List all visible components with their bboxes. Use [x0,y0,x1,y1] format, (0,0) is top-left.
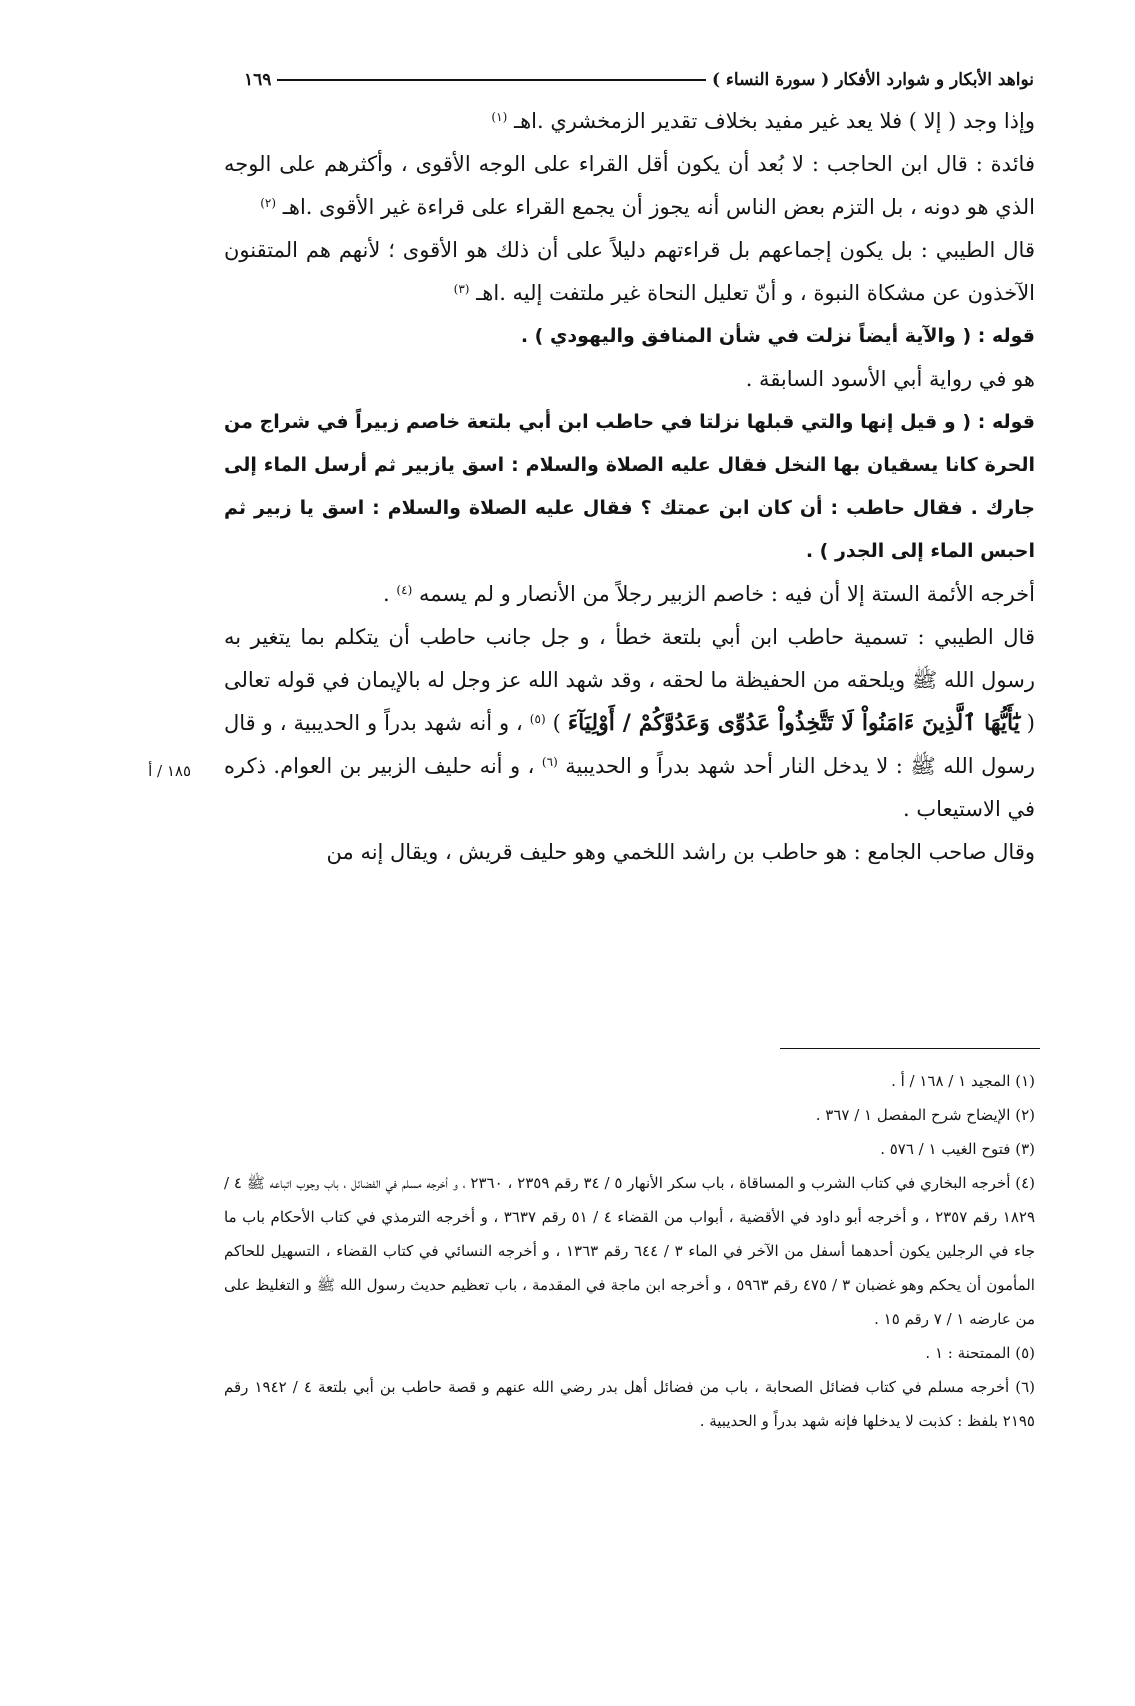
quoted-heading-1: قوله : ( والآية أيضاً نزلت في شأن المنافق واليهودي ) . [520,325,1035,347]
paragraph-8-text-c: ، و أنه شهد بدراً و الحديبية ، و قال رسول الله ﷺ : لا يدخل النار أحد شهد بدراً و الحديبية [224,711,1035,778]
footnote-ref-2: (٢) [260,196,277,210]
paragraph-2-text: فائدة : قال ابن الحاجب : لا بُعد أن يكون أقل القراء على الوجه الأقوى ، وأكثرهم على الوجه الذي هو دونه ، بل التزم بعض الناس أنه يجوز أن يجمع القراء على قراءة غير الأقوى .اهـ [224,152,1035,219]
paragraph-3 [224,229,1035,315]
quoted-heading-2: قوله : ( و قيل إنها والتي قبلها نزلتا في حاطب ابن أبي بلتعة خاصم زبيراً في شراج من الحرة كانا يسقيان بها النخل فقال عليه الصلاة والسلام : اسق يازبير ثم أرسل الماء إلى جارك . فقال حاطب : أن كان ابن عمتك ؟ فقال عليه الصلاة والسلام : اسق يا زبير ثم احبس الماء إلى الجدر ) . [224,411,1035,562]
footnote-1: (١) المجيد ١ / ١٦٨ / أ . [891,1072,1035,1090]
footnote-ref-4: (٤) [396,583,413,597]
footnote-4: (٤) أخرجه البخاري في كتاب الشرب و المساقاة ، باب سكر الأنهار ٥ / ٣٤ رقم ٢٣٥٩ ، ٢٣٦٠ ، و أخرجه مسلم في الفضائل ، باب وجوب اتباعه ﷺ ٤ / ١٨٢٩ رقم ٢٣٥٧ ، و أخرجه أبو داود في الأقضية ، أبواب من القضاء ٤ / ٥١ رقم ٣٦٣٧ ، و أخرجه الترمذي في كتاب الأحكام باب ما جاء في الرجلين يكون أحدهما أسفل من الآخر في الماء ٣ / ٦٤٤ رقم ١٣٦٣ ، و أخرجه النسائي في كتاب القضاء ، التسهيل للحاكم المأمون أن يحكم وهو غضبان ٣ / ٤٧٥ رقم ٥٩٦٣ ، و أخرجه ابن ماجة في المقدمة ، باب تعظيم حديث رسول الله ﷺ و التغليظ على من عارضه ١ / ٧ رقم ١٥ . [224,1174,1036,1328]
manuscript-folio-note: ١٨٥ / أ [148,762,191,780]
paragraph-8-text-a: قال الطيبي : تسمية حاطب ابن أبي بلتعة خطأ ، و جل جانب حاطب أن يتكلم بما يتغير به رسول الله ﷺ ويلحقه من الحفيظة ما لحقه ، وقد شهد الله عز وجل له بالإيمان في قوله تعالى ( [224,625,1035,735]
paragraph-5: هو في رواية أبي الأسود السابقة . [745,367,1035,391]
footnote-6: (٦) أخرجه مسلم في كتاب فضائل الصحابة ، باب من فضائل أهل بدر رضي الله عنهم و قصة حاطب بن أبي بلتعة ٤ / ١٩٤٢ رقم ٢١٩٥ بلفظ : كذبت لا يدخلها فإنه شهد بدراً و الحديبية . [224,1378,1036,1430]
paragraph-7-text: أخرجه الأئمة الستة إلا أن فيه : خاصم الزبير رجلاً من الأنصار و لم يسمه [418,582,1035,606]
running-header [244,66,1034,94]
page-number: ١٦٩ [244,70,272,90]
main-text [224,100,1035,874]
paragraph-8 [224,616,1035,831]
header-rule [277,79,706,81]
footnote-ref-1: (١) [491,110,508,124]
footnote-ref-3: (٣) [453,282,470,296]
paragraph-9: وقال صاحب الجامع : هو حاطب بن راشد اللخمي وهو حليف قريش ، ويقال إنه من [326,840,1035,864]
footnote-ref-6: (٦) [541,755,558,769]
paragraph-8-text-b: ) [552,711,561,735]
paragraph-7-end: . [383,582,390,606]
footnote-2: (٢) الإيضاح شرح المفصل ١ / ٣٦٧ . [815,1106,1035,1124]
paragraph-3-text: قال الطيبي : بل يكون إجماعهم بل قراءتهم دليلاً على أن ذلك هو الأقوى ؛ لأنهم هم المتقنون الآخذون عن مشكاة النبوة ، و أنّ تعليل النحاة غير ملتفت إليه .اهـ [224,238,1035,305]
paragraph-7 [224,573,1035,616]
footnote-separator [780,1048,1040,1049]
paragraph-1 [224,100,1035,143]
paragraph-1-text: وإذا وجد ( إلا ) فلا يعد غير مفيد بخلاف تقدير الزمخشري .اهـ [513,109,1035,133]
paragraph-2 [224,143,1035,229]
quran-verse: يَٰٓأَيُّهَا ٱلَّذِينَ ءَامَنُواْ لَا تَتَّخِذُواْ عَدُوِّى وَعَدُوَّكُمْ / أَوْلِيَآءَ [567,710,1020,736]
footnotes [224,1064,1035,1438]
footnote-ref-5: (٥) [529,712,546,726]
header-title: نواهد الأبكار و شوارد الأفكار ( سورة النساء ) [711,70,1034,90]
paragraph-8-text-d: ، و أنه حليف الزبير بن العوام. ذكره في الاستيعاب . [224,754,1035,821]
footnote-5: (٥) الممتحنة : ١ . [925,1344,1035,1362]
footnote-3: (٣) فتوح الغيب ١ / ٥٧٦ . [880,1140,1035,1158]
